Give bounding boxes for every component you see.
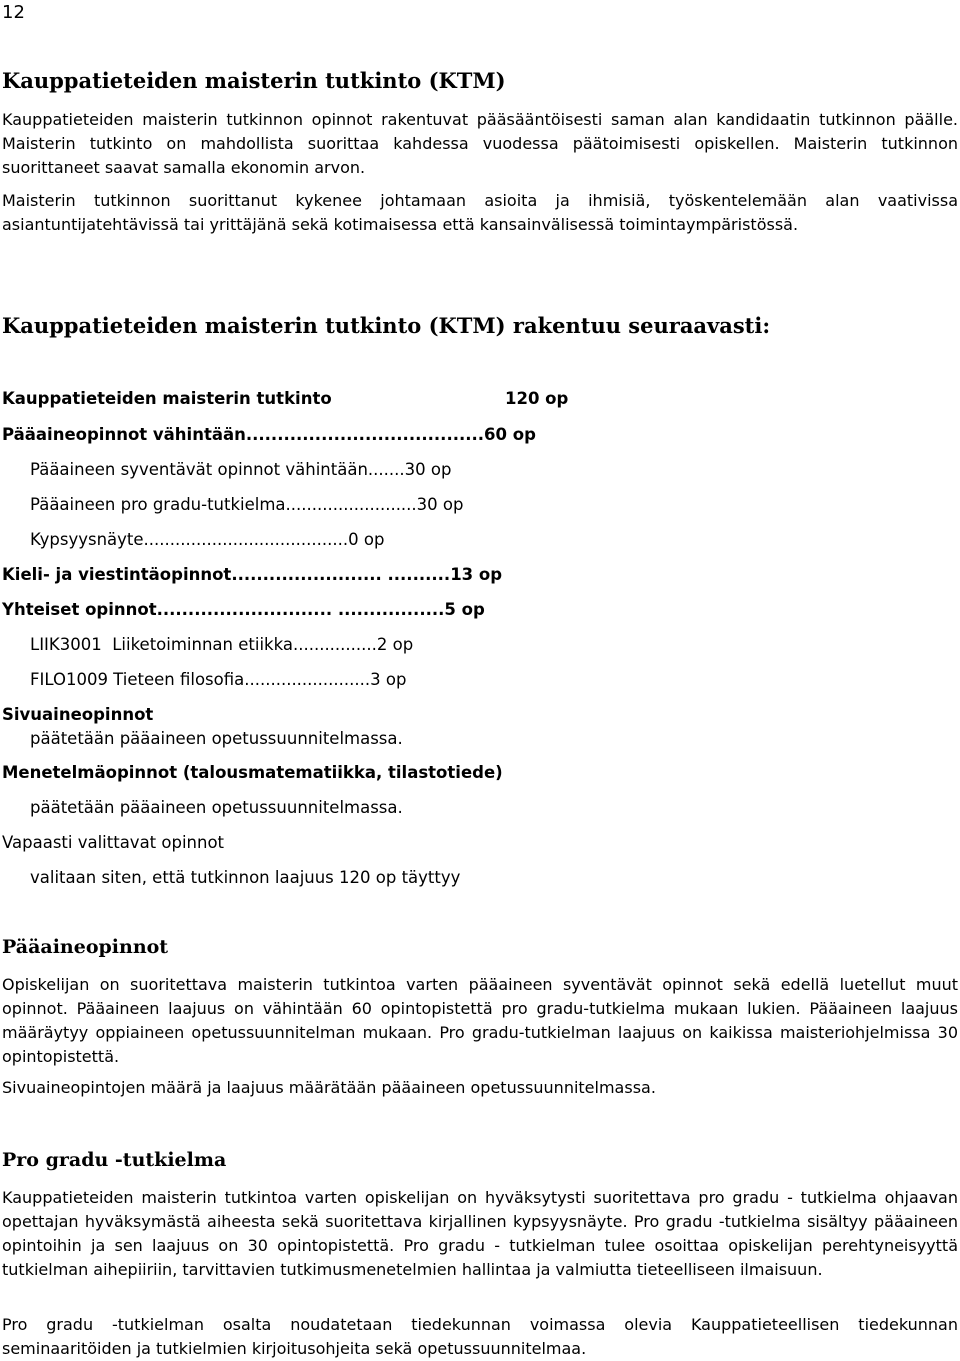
leader-dots: ........................ ..........	[231, 565, 451, 584]
total-value: 120 op	[505, 389, 569, 408]
advanced-row	[30, 460, 451, 479]
major-section-heading: Pääaineopinnot	[2, 936, 169, 958]
page-title: Kauppatieteiden maisterin tutkinto (KTM)	[2, 68, 506, 93]
filo-value: 3 op	[370, 670, 407, 689]
major-value: 60 op	[484, 425, 536, 444]
major-row	[2, 425, 536, 444]
gradu-section-heading: Pro gradu -tutkielma	[2, 1149, 227, 1171]
elective-label: Vapaasti valittavat opinnot	[2, 833, 225, 852]
intro-paragraph-1: Kauppatieteiden maisterin tutkinnon opinnot rakentuvat pääsääntöisesti saman alan kandidaatin tutkinnon päälle. Maisterin tutkinto on mahdollista suorittaa kahdessa vuodessa päätoimisesti opiskellen. Maisterin tutkinnon suorittaneet saavat samalla ekonomin arvon.	[2, 110, 958, 177]
leader-dots: ......................................	[245, 425, 485, 444]
gradu-paragraph-1: Kauppatieteiden maisterin tutkintoa varten opiskelijan on hyväksytysti suoritettava pro gradu - tutkielma ohjaavan opettajan hyväksymästä aiheesta sekä suoritettava kirjallinen kypsyysnäyte. Pro gradu -tutkielma sisältyy pääaineen opintoihin ja sen laajuus on 30 opintopistettä. Pro gradu - tutkielman tulee osoittaa opiskelijan perehtyneisyyttä tutkielman aihepiiriin, tarvittavien tutkimusmenetelmien hallintaa ja valmiutta tieteelliseen ilmaisuun.	[2, 1188, 958, 1279]
total-label: Kauppatieteiden maisterin tutkinto	[2, 389, 332, 408]
advanced-label: Pääaineen syventävät opinnot vähintään	[30, 460, 368, 479]
leader-dots: .......	[367, 460, 405, 479]
maturity-value: 0 op	[348, 530, 385, 549]
leader-dots: ............................ .................	[156, 600, 445, 619]
elective-note: valitaan siten, että tutkinnon laajuus 120 op täyttyy	[30, 868, 461, 887]
common-label: Yhteiset opinnot	[2, 600, 157, 619]
minor-label: Sivuaineopinnot	[2, 705, 154, 724]
common-value: 5 op	[444, 600, 485, 619]
intro-paragraph-2: Maisterin tutkinnon suorittanut kykenee johtamaan asioita ja ihmisiä, työskentelemään alan vaativissa asiantuntijatehtävissä tai yrittäjänä sekä kotimaisessa että kansainvälisessä toimintaympäristössä.	[2, 191, 958, 234]
advanced-value: 30 op	[404, 460, 452, 479]
leader-dots: ................	[292, 635, 377, 654]
filo-row	[30, 670, 406, 689]
major-paragraph-2: Sivuaineopintojen määrä ja laajuus määrätään pääaineen opetussuunnitelmassa.	[2, 1078, 656, 1097]
major-paragraph-1: Opiskelijan on suoritettava maisterin tutkintoa varten pääaineen syventävät opinnot sekä edellä luetellut muut opinnot. Pääaineen laajuus on vähintään 60 opintopistettä pro gradu-tutkielma mukaan lukien. Pääaineen laajuus määräytyy oppiaineen opetussuunnitelman mukaan. Pro gradu-tutkielman laajuus on kaikissa maisteriohjelmissa 30 opintopistettä.	[2, 975, 958, 1066]
maturity-row	[30, 530, 384, 549]
page-number: 12	[2, 2, 25, 23]
thesis-row	[30, 495, 463, 514]
methods-note: päätetään pääaineen opetussuunnitelmassa.	[30, 798, 403, 817]
thesis-value: 30 op	[416, 495, 464, 514]
thesis-label: Pääaineen pro gradu-tutkielma	[30, 495, 286, 514]
leader-dots: .......................................	[143, 530, 349, 549]
language-row	[2, 565, 502, 584]
gradu-paragraph-2: Pro gradu -tutkielman osalta noudatetaan tiedekunnan voimassa olevia Kauppatieteellisen tiedekunnan seminaaritöiden ja tutkielmien kirjoitusohjeita sekä opetussuunnitelmaa.	[2, 1315, 958, 1358]
common-row	[2, 600, 485, 619]
liik-label: LIIK3001 Liiketoiminnan etiikka	[30, 635, 293, 654]
minor-note: päätetään pääaineen opetussuunnitelmassa.	[30, 729, 403, 748]
leader-dots: ........................	[244, 670, 371, 689]
methods-label: Menetelmäopinnot (talousmatematiikka, tilastotiede)	[2, 763, 503, 782]
structure-heading: Kauppatieteiden maisterin tutkinto (KTM) rakentuu seuraavasti:	[2, 313, 771, 338]
liik-row	[30, 635, 413, 654]
major-label: Pääaineopinnot vähintään	[2, 425, 246, 444]
leader-dots: .........................	[285, 495, 417, 514]
total-row	[2, 389, 332, 408]
maturity-label: Kypsyysnäyte	[30, 530, 144, 549]
language-label: Kieli- ja viestintäopinnot	[2, 565, 232, 584]
filo-label: FILO1009 Tieteen filosofia	[30, 670, 245, 689]
liik-value: 2 op	[376, 635, 414, 654]
language-value: 13 op	[450, 565, 503, 584]
